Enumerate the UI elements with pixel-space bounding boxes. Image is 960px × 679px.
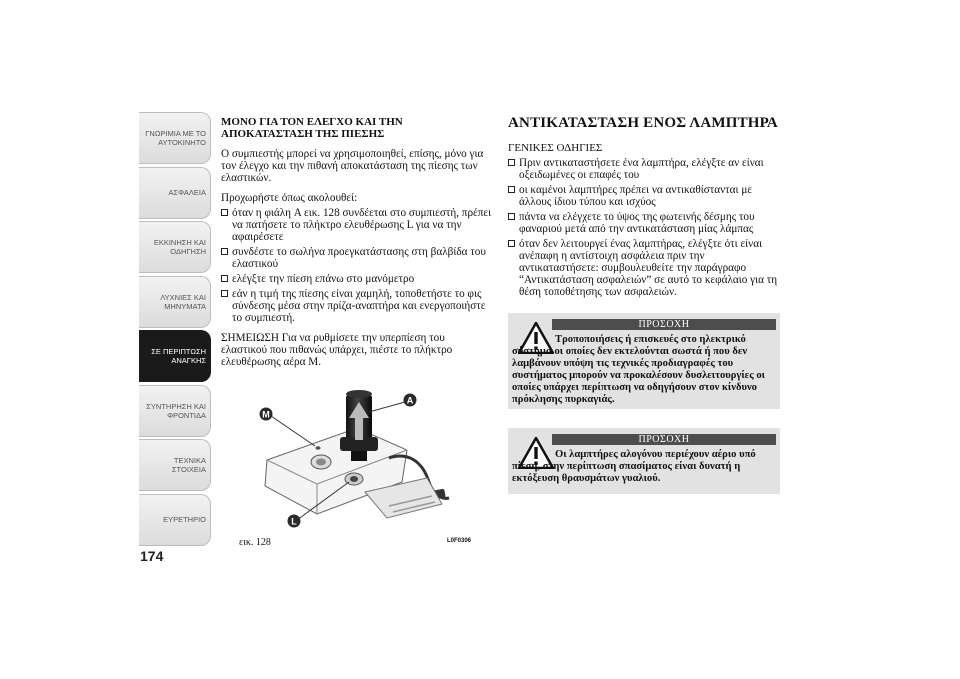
- svg-text:A: A: [406, 395, 414, 406]
- figure-label-l: [288, 515, 301, 528]
- tab-getting-to-know[interactable]: ΓΝΩΡΙΜΙΑ ΜΕ ΤΟ ΑΥΤΟΚΙΝΗΤΟ: [139, 112, 211, 164]
- tab-maintenance[interactable]: ΣΥΝΤΗΡΗΣΗ ΚΑΙ ΦΡΟΝΤΙΔΑ: [139, 385, 211, 437]
- svg-text:L: L: [291, 516, 297, 527]
- warning-label: ΠΡΟΣΟΧΗ: [552, 434, 776, 445]
- list-item: εάν η τιμή της πίεσης είναι χαμηλή, τοποθετήστε το φις σύνδεσης μέσα στην πρίζα-αναπτήρα και ενεργοποιήστε το συμπιεστή.: [221, 288, 493, 324]
- warning-text: Τροποποιήσεις ή επισκευές στο ηλεκτρικό σύστημα οι οποίες δεν εκτελούνται σωστά ή που δεν λαμβάνουν υπόψη τις τεχνικές προδιαγραφές του συστήματος μπορούν να προκαλέσουν δυσλειτουργίες οι οποίες υπάρχει περίπτωση να οδηγήσουν στον κίνδυνο πρόκλησης πυρκαγιάς.: [512, 334, 765, 405]
- figure-label-m: [260, 408, 273, 421]
- right-column: [508, 114, 780, 306]
- compressor-figure: [237, 382, 477, 534]
- list-item: πάντα να ελέγχετε το ύψος της φωτεινής δέσμης του φαναριού μετά από την αντικατάσταση μίας λάμπας: [508, 211, 780, 235]
- tab-index[interactable]: ΕΥΡΕΤΗΡΙΟ: [139, 494, 211, 546]
- warning-text: Οι λαμπτήρες αλογόνου περιέχουν αέριο υπό πίεση, στην περίπτωση σπασίματος είναι δυνατή η εκτόξευση θραυσμάτων γυαλιού.: [512, 449, 756, 484]
- list-item: όταν η φιάλη A εικ. 128 συνδέεται στο συμπιεστή, πρέπει να πατήσετε το πλήκτρο ελευθέρωσης L για να την αφαιρέσετε: [221, 207, 493, 243]
- figure-code: L0F0306: [447, 538, 472, 544]
- chapter-tabs: [139, 112, 211, 548]
- warning-box-halogen: [508, 428, 780, 494]
- tab-safety[interactable]: ΑΣΦΑΛΕΙΑ: [139, 167, 211, 219]
- note-paragraph: ΣΗΜΕΙΩΣΗ Για να ρυθμίσετε την υπερπίεση του ελαστικού που πιθανώς υπάρχει, πιέστε το πλήκτρο ελευθέρωσης αέρα M.: [221, 332, 453, 368]
- left-column: [221, 116, 493, 376]
- tab-technical-data[interactable]: ΤΕΧΝΙΚΑ ΣΤΟΙΧΕΙΑ: [139, 439, 211, 491]
- proceed-text: Προχωρήστε όπως ακολουθεί:: [221, 192, 358, 204]
- list-item: συνδέστε το σωλήνα προεγκατάστασης στη βαλβίδα του ελαστικού: [221, 246, 493, 270]
- list-item: ελέγξτε την πίεση επάνω στο μανόμετρο: [221, 273, 493, 285]
- instructions-list: [508, 157, 780, 298]
- figure-caption: εικ. 128: [239, 537, 271, 548]
- tab-starting-driving[interactable]: ΕΚΚΙΝΗΣΗ ΚΑΙ ΟΔΗΓΗΣΗ: [139, 221, 211, 273]
- list-item: όταν δεν λειτουργεί ένας λαμπτήρας, ελέγξτε ότι είναι ανέπαφη η αντίστοιχη ασφάλεια πριν την αντικαταστήσετε: συμβουλευθείτε την παράγραφο “Αντικατάσταση ασφαλειών” σε αυτό το κεφάλαιο για τη θέση τοποθέτησης των ασφαλειών.: [508, 238, 780, 298]
- list-item: Πριν αντικαταστήσετε ένα λαμπτήρα, ελέγξτε αν είναι οξειδωμένες οι επαφές του: [508, 157, 780, 181]
- tab-warning-lights[interactable]: ΛΥΧΝΙΕΣ ΚΑΙ ΜΗΝΥΜΑΤΑ: [139, 276, 211, 328]
- subheading: ΓΕΝΙΚΕΣ ΟΔΗΓΙΕΣ: [508, 142, 603, 154]
- page-title: ΑΝΤΙΚΑΤΑΣΤΑΣΗ ΕΝΟΣ ΛΑΜΠΤΗΡΑ: [508, 115, 778, 131]
- svg-text:M: M: [262, 409, 270, 420]
- figure-label-a: [404, 394, 417, 407]
- section-heading: ΜΟΝΟ ΓΙΑ ΤΟΝ ΕΛΕΓΧΟ ΚΑΙ ΤΗΝ ΑΠΟΚΑΤΑΣΤΑΣΗ ΤΗΣ ΠΙΕΣΗΣ: [221, 116, 403, 140]
- steps-list: [221, 207, 493, 324]
- warning-box-electrical: [508, 313, 780, 409]
- tab-emergency[interactable]: ΣΕ ΠΕΡΙΠΤΩΣΗ ΑΝΑΓΚΗΣ: [139, 330, 211, 382]
- list-item: οι καμένοι λαμπτήρες πρέπει να αντικαθίστανται με άλλους ίδιου τύπου και ισχύος: [508, 184, 780, 208]
- intro-paragraph: Ο συμπιεστής μπορεί να χρησιμοποιηθεί, επίσης, μόνο για τον έλεγχο και την πιθανή αποκατάσταση της πίεσης των ελαστικών.: [221, 148, 484, 184]
- warning-label: ΠΡΟΣΟΧΗ: [552, 319, 776, 330]
- page-number: 174: [140, 548, 164, 564]
